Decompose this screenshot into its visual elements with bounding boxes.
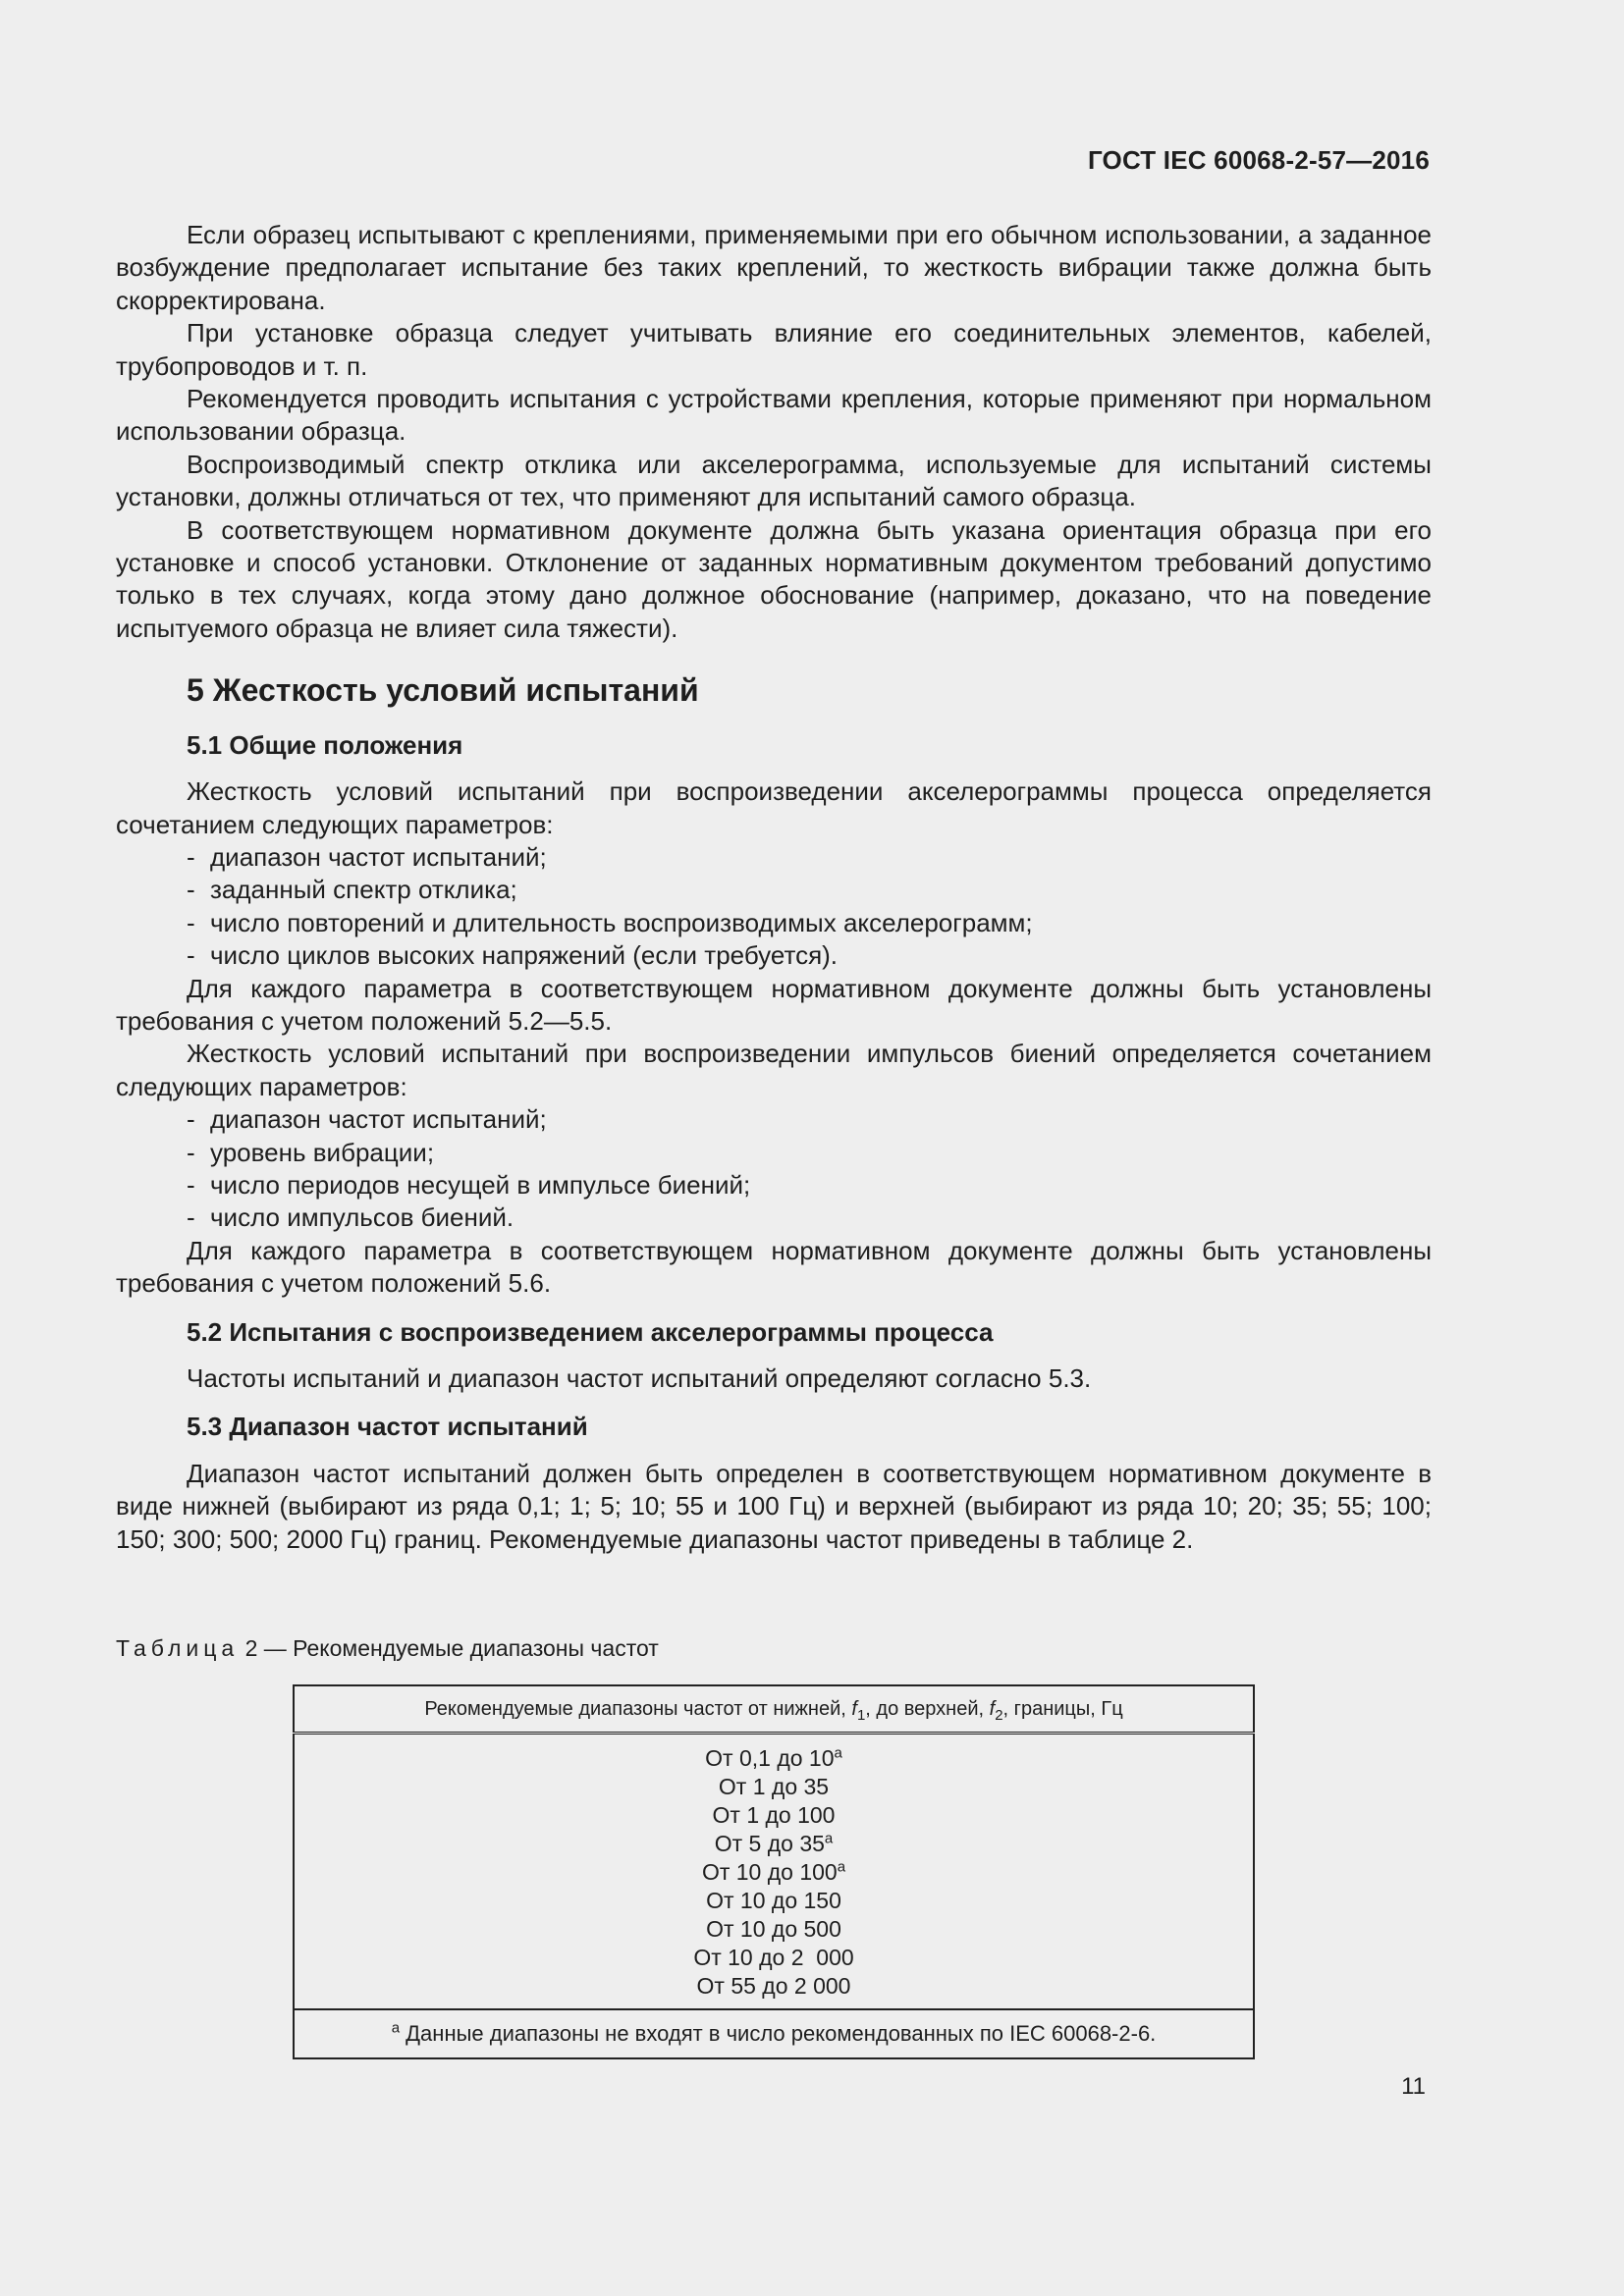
table-caption: Таблица 2 — Рекомендуемые диапазоны частот [116,1635,659,1661]
table-row: От 55 до 2 000 [696,1973,851,1999]
list-item: - уровень вибрации; [187,1137,435,1167]
document-header-id: ГОСТ IEC 60068-2-57—2016 [1087,145,1430,175]
main-text [116,219,1432,1556]
table-row: От 10 до 2 000 [693,1945,854,1970]
intro-paragraph: Если образец испытывают с креплениями, применяемыми при его обычном использовании, а заданное возбуждение предполагает испытание без таких креплений, то жесткость вибрации также должна быть скорректирована. [116,220,1432,315]
table-row: От 10 до 500 [706,1916,841,1942]
list-item: - число импульсов биений. [187,1202,514,1233]
list-item: - число периодов несущей в импульсе биений; [187,1169,751,1200]
section-5-1-paragraph: Жесткость условий испытаний при воспроизведении импульсов биений определяется сочетанием следующих параметров: [116,1039,1432,1101]
section-5-1-paragraph: Для каждого параметра в соответствующем нормативном документе должны быть установлены требования с учетом положений 5.2—5.5. [116,973,1432,1036]
section-5-heading: 5 Жесткость условий испытаний [187,672,699,709]
section-5-2-heading: 5.2 Испытания с воспроизведением акселерограммы процесса [187,1316,994,1347]
list-item: - число повторений и длительность воспроизводимых акселерограмм; [187,907,1033,937]
list-item: - заданный спектр отклика; [187,875,517,905]
intro-paragraph: В соответствующем нормативном документе должна быть указана ориентация образца при его установке и способ установки. Отклонение от заданных нормативным документом требований допустимо только в тех случаях, когда этому дано должное обоснование (например, доказано, что на поведение испытуемого образца не влияет сила тяжести). [116,514,1432,643]
frequency-ranges-table [293,1684,1255,2059]
section-5-1-paragraph: Жесткость условий испытаний при воспроизведении акселерограммы процесса определяется сочетанием следующих параметров: [116,776,1432,839]
list-item: - число циклов высоких напряжений (если требуется). [187,940,839,971]
table-row: От 10 до 100$^a$ [701,1858,846,1885]
intro-paragraph: При установке образца следует учитывать влияние его соединительных элементов, кабелей, трубопроводов и т. п. [116,318,1432,381]
section-5-3-paragraph: Диапазон частот испытаний должен быть определен в соответствующем нормативном документе в виде нижней (выбирают из ряда 0,1; 1; 5; 10; 55 и 100 Гц) и верхней (выбирают из ряда 10; 20; 35; 55; 100; 150; 300; 500; 2000 Гц) границ. Рекомендуемые диапазоны частот приведены в таблице 2. [116,1458,1432,1554]
table-header: Рекомендуемые диапазоны частот от нижней, $f_1$, до верхней, $f_2$, границы, Гц [294,1685,1254,1734]
table-row: От 0,1 до 10$^a$ [705,1744,842,1771]
table-row: От 1 до 35 [718,1774,830,1799]
table-row: От 5 до 35$^a$ [714,1830,834,1856]
list-item: - диапазон частот испытаний; [187,1104,547,1135]
section-5-2-paragraph: Частоты испытаний и диапазон частот испытаний определяют согласно 5.3. [187,1363,1092,1393]
intro-paragraph: Воспроизводимый спектр отклика или акселерограмма, используемые для испытаний системы установки, должны отличаться от тех, что применяют для испытаний самого образца. [116,449,1432,512]
table-row: От 10 до 150 [706,1888,841,1913]
table-row: От 1 до 100 [712,1802,836,1828]
section-5-3-heading: 5.3 Диапазон частот испытаний [187,1412,588,1442]
list-item: - диапазон частот испытаний; [187,841,547,872]
table-body [294,1734,1254,2010]
intro-paragraph: Рекомендуется проводить испытания с устройствами крепления, которые применяют при нормальном использовании образца. [116,384,1432,447]
section-5-1-paragraph: Для каждого параметра в соответствующем нормативном документе должны быть установлены требования с учетом положений 5.6. [116,1235,1432,1299]
section-5-1-heading: 5.1 Общие положения [187,729,463,760]
table-footnote: $^a$ Данные диапазоны не входят в число рекомендованных по IEC 60068-2-6. [391,2019,1157,2046]
page-number: 11 [1401,2073,1426,2100]
